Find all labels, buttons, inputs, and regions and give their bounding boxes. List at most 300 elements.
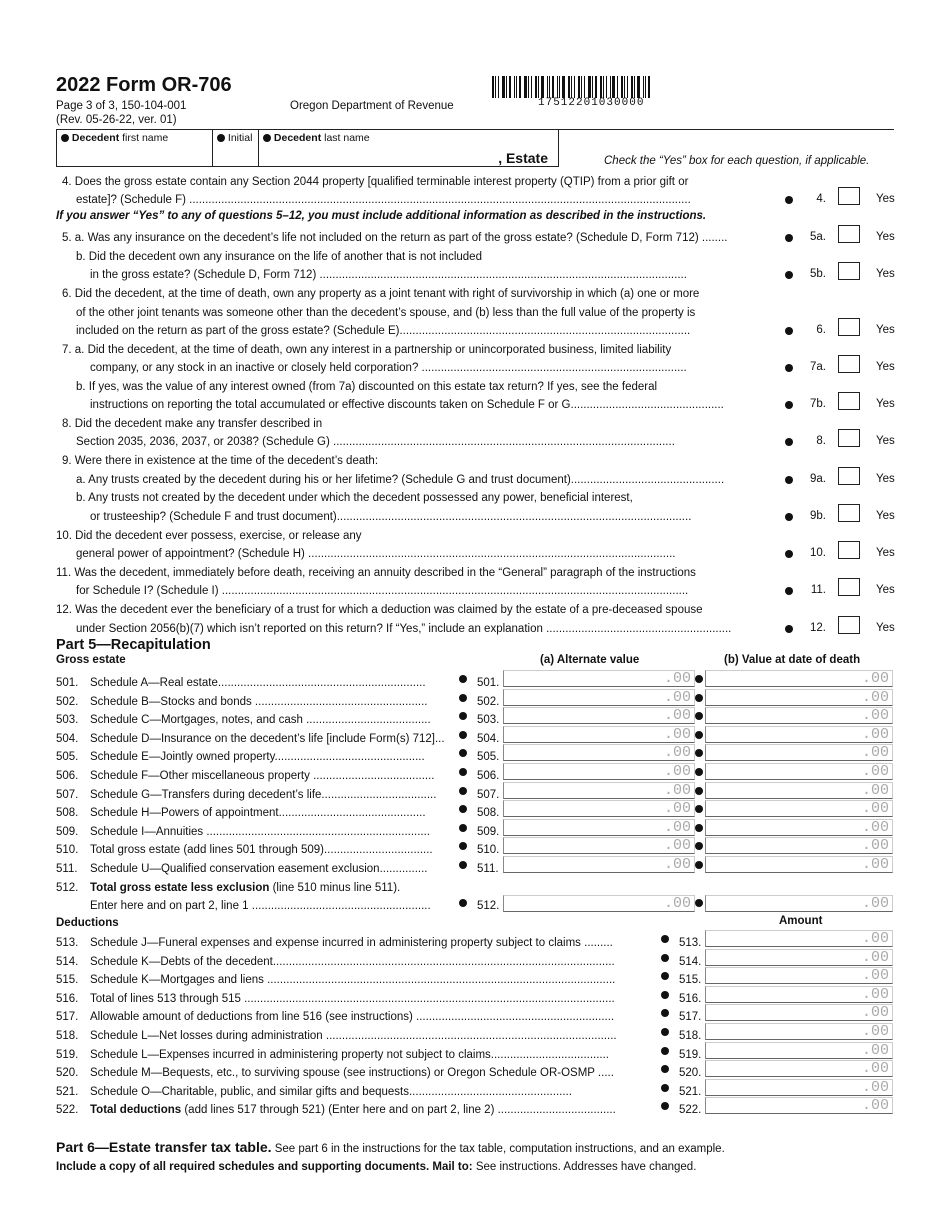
deduction-amount-field[interactable] bbox=[705, 1004, 893, 1021]
cents-placeholder: .00 bbox=[861, 1060, 889, 1078]
barcode-bar bbox=[524, 76, 527, 98]
barcode-bar bbox=[612, 76, 615, 98]
line-ref: 504. bbox=[477, 732, 500, 745]
question-text: for Schedule I? (Schedule I) .................................................................................................................................................. bbox=[76, 585, 689, 597]
line-number: 521. bbox=[56, 1085, 79, 1098]
required-dot-icon bbox=[695, 805, 703, 813]
line-number: 505. bbox=[56, 751, 79, 764]
line-number: 501. bbox=[56, 677, 79, 689]
required-dot-icon bbox=[785, 513, 793, 521]
first-name-label-bold: Decedent bbox=[71, 132, 120, 144]
line-ref: 519. bbox=[679, 1048, 702, 1061]
line-label: Schedule M—Bequests, etc., to surviving spouse (see instructions) or Oregon Schedule OR-OSMP ..... bbox=[90, 1067, 614, 1080]
initial-field[interactable] bbox=[213, 130, 259, 166]
barcode-bar bbox=[584, 76, 585, 98]
question-number: 9a. bbox=[810, 473, 826, 485]
yes-checkbox[interactable] bbox=[838, 187, 860, 205]
yes-label: Yes bbox=[876, 231, 895, 243]
barcode-bar bbox=[495, 76, 496, 98]
barcode-bar bbox=[624, 76, 625, 98]
yes-checkbox[interactable] bbox=[838, 616, 860, 634]
barcode-bar bbox=[643, 76, 644, 98]
alternate-value-field[interactable] bbox=[503, 763, 695, 780]
required-dot-icon bbox=[695, 712, 703, 720]
question-text: 10. Did the decedent ever possess, exercise, or release any bbox=[56, 530, 362, 542]
required-dot-icon bbox=[459, 861, 467, 869]
yes-checkbox[interactable] bbox=[838, 392, 860, 410]
question-text: 11. Was the decedent, immediately before death, receiving an annuity described in the “General” paragraph of the instructions bbox=[56, 567, 696, 579]
line-label: Schedule E—Jointly owned property............................................... bbox=[90, 751, 425, 764]
required-dot-icon bbox=[785, 271, 793, 279]
required-dot-icon bbox=[785, 234, 793, 242]
first-name-label: first name bbox=[122, 132, 169, 144]
yes-checkbox[interactable] bbox=[838, 429, 860, 447]
line-ref: 521. bbox=[679, 1085, 702, 1098]
question-text: under Section 2056(b)(7) which isn’t reported on this return? If “Yes,” include an explanation .......................................................... bbox=[76, 623, 732, 635]
yes-label: Yes bbox=[876, 361, 895, 373]
question-text: of the other joint tenants was someone other than the decedent’s spouse, and (b) less than the full value of the property is bbox=[76, 307, 696, 319]
deduction-amount-field[interactable] bbox=[705, 1060, 893, 1077]
barcode-bar bbox=[506, 76, 507, 98]
required-dot-icon bbox=[459, 694, 467, 702]
line-512-label bbox=[90, 882, 400, 894]
yes-checkbox[interactable] bbox=[838, 467, 860, 485]
question-text: included on the return as part of the gross estate? (Schedule E)........................................................................................... bbox=[76, 325, 691, 337]
barcode-bar bbox=[535, 76, 537, 98]
required-dot-icon bbox=[459, 805, 467, 813]
question-text: instructions on reporting the total accumulated or effective discounts taken on Schedule F or G................................................ bbox=[90, 399, 724, 411]
barcode-bar bbox=[552, 76, 554, 98]
barcode-bar bbox=[595, 76, 597, 98]
barcode-bar bbox=[568, 76, 570, 98]
cents-placeholder: .00 bbox=[663, 856, 691, 873]
alternate-value-field[interactable] bbox=[503, 670, 695, 687]
line-512-label-rest: (line 510 minus line 511). bbox=[272, 882, 401, 894]
barcode-bar bbox=[562, 76, 565, 98]
line-512-alternate-value[interactable] bbox=[503, 895, 695, 912]
column-a-heading: (a) Alternate value bbox=[540, 654, 640, 666]
required-dot-icon bbox=[695, 842, 703, 850]
question-text: estate]? (Schedule F) ............................................................................................................................................................. bbox=[76, 194, 691, 206]
deduction-amount-field[interactable] bbox=[705, 1023, 893, 1040]
deductions-heading: Deductions bbox=[56, 917, 119, 929]
required-dot-icon bbox=[785, 625, 793, 633]
yes-label: Yes bbox=[876, 473, 895, 485]
line-ref: 509. bbox=[477, 825, 500, 838]
required-dot-icon bbox=[459, 787, 467, 795]
revision-line: (Rev. 05-26-22, ver. 01) bbox=[56, 114, 177, 126]
required-dot-icon bbox=[695, 694, 703, 702]
line-ref: 503. bbox=[477, 714, 500, 727]
barcode-bar bbox=[610, 76, 611, 98]
question-number: 5b. bbox=[810, 268, 826, 280]
cents-placeholder: .00 bbox=[861, 818, 889, 836]
deduction-amount-field[interactable] bbox=[705, 930, 893, 947]
cents-placeholder: .00 bbox=[861, 1004, 889, 1022]
check-instruction: Check the “Yes” box for each question, if applicable. bbox=[604, 155, 870, 167]
yes-label: Yes bbox=[876, 268, 895, 280]
date-of-death-value-field[interactable] bbox=[705, 707, 893, 724]
instruction-note: If you answer “Yes” to any of questions 5–12, you must include additional information as described in the instructions. bbox=[56, 210, 707, 222]
required-dot-icon bbox=[459, 712, 467, 720]
required-dot-icon bbox=[459, 731, 467, 739]
line-label: Schedule U—Qualified conservation easement exclusion............... bbox=[90, 863, 428, 875]
cents-placeholder: .00 bbox=[861, 856, 889, 873]
line-ref: 516. bbox=[679, 992, 702, 1005]
last-name-label: last name bbox=[324, 132, 370, 144]
barcode-bar bbox=[571, 76, 572, 98]
question-text: 9. Were there in existence at the time of the decedent’s death: bbox=[62, 455, 379, 467]
date-of-death-value-field[interactable] bbox=[705, 819, 893, 836]
required-dot-icon bbox=[459, 899, 467, 907]
yes-label: Yes bbox=[876, 510, 895, 522]
initial-label: Initial bbox=[227, 132, 253, 144]
barcode-bar bbox=[541, 76, 544, 98]
barcode-bar bbox=[617, 76, 618, 98]
date-of-death-value-field[interactable] bbox=[705, 670, 893, 687]
line-ref: 513. bbox=[679, 937, 702, 949]
part6-text: See part 6 in the instructions for the tax table, computation instructions, and an example. bbox=[274, 1143, 725, 1155]
line-number: 504. bbox=[56, 732, 79, 745]
first-name-field[interactable] bbox=[57, 130, 213, 166]
alternate-value-field[interactable] bbox=[503, 856, 695, 873]
barcode-bar bbox=[514, 76, 515, 98]
gross-estate-heading: Gross estate bbox=[56, 654, 126, 666]
required-dot-icon bbox=[459, 824, 467, 832]
required-dot-icon bbox=[661, 1028, 669, 1036]
alternate-value-field[interactable] bbox=[503, 689, 695, 706]
cents-placeholder: .00 bbox=[663, 895, 691, 912]
required-dot-icon bbox=[785, 587, 793, 595]
line-label: Allowable amount of deductions from line 516 (see instructions) .............................................................. bbox=[90, 1011, 615, 1024]
cents-placeholder: .00 bbox=[861, 744, 889, 762]
required-dot-icon bbox=[661, 1084, 669, 1092]
cents-placeholder: .00 bbox=[663, 670, 691, 687]
cents-placeholder: .00 bbox=[861, 837, 889, 855]
barcode-number: 17512201030000 bbox=[538, 97, 645, 109]
question-number: 7b. bbox=[810, 398, 826, 410]
yes-checkbox[interactable] bbox=[838, 504, 860, 522]
cents-placeholder: .00 bbox=[663, 688, 691, 706]
required-dot-icon bbox=[785, 550, 793, 558]
cents-placeholder: .00 bbox=[861, 1023, 889, 1040]
barcode-bar bbox=[606, 76, 607, 98]
question-number: 9b. bbox=[810, 510, 826, 522]
line-label: Schedule J—Funeral expenses and expense incurred in administering property subject to claims ......... bbox=[90, 937, 613, 949]
required-dot-icon bbox=[661, 935, 669, 943]
yes-checkbox[interactable] bbox=[838, 225, 860, 243]
barcode-bar bbox=[578, 76, 580, 98]
barcode-bar bbox=[528, 76, 529, 98]
question-number: 5a. bbox=[810, 231, 826, 243]
required-dot-icon bbox=[695, 861, 703, 869]
cents-placeholder: .00 bbox=[663, 725, 691, 743]
date-of-death-value-field[interactable] bbox=[705, 837, 893, 854]
required-dot-icon bbox=[695, 787, 703, 795]
required-dot-icon bbox=[459, 749, 467, 757]
barcode-bar bbox=[547, 76, 548, 98]
required-dot-icon bbox=[695, 731, 703, 739]
line-number: 519. bbox=[56, 1048, 79, 1061]
date-of-death-value-field[interactable] bbox=[705, 689, 893, 706]
required-dot-icon bbox=[695, 899, 703, 907]
barcode-bar bbox=[538, 76, 539, 98]
line-label-rest: (add lines 517 through 521) (Enter here and on part 2, line 2) ..................................... bbox=[184, 1104, 616, 1117]
barcode-bar bbox=[574, 76, 575, 98]
column-b-heading: (b) Value at date of death bbox=[724, 654, 861, 666]
barcode-bar bbox=[637, 76, 640, 98]
line-ref: 511. bbox=[477, 863, 499, 875]
line-number: 511. bbox=[56, 863, 78, 875]
cents-placeholder: .00 bbox=[861, 763, 889, 780]
part5-title: Part 5—Recapitulation bbox=[56, 637, 211, 653]
question-text: 4. Does the gross estate contain any Section 2044 property [qualified terminable interest property (QTIP) from a prior gift or bbox=[62, 176, 689, 188]
required-dot-icon bbox=[785, 401, 793, 409]
cents-placeholder: .00 bbox=[861, 670, 889, 687]
cents-placeholder: .00 bbox=[663, 763, 691, 780]
line-label: Schedule G—Transfers during decedent’s life.................................... bbox=[90, 788, 437, 801]
alternate-value-field[interactable] bbox=[503, 782, 695, 799]
part6-title: Part 6—Estate transfer tax table. bbox=[56, 1139, 272, 1155]
yes-label: Yes bbox=[876, 398, 895, 410]
cents-placeholder: .00 bbox=[861, 688, 889, 706]
alternate-value-field[interactable] bbox=[503, 707, 695, 724]
header-rule bbox=[559, 129, 894, 130]
line-number: 520. bbox=[56, 1067, 79, 1080]
mailing-note bbox=[56, 1161, 696, 1173]
barcode-bar bbox=[603, 76, 604, 98]
cents-placeholder: .00 bbox=[663, 744, 691, 762]
page-line: Page 3 of 3, 150-104-001 bbox=[56, 100, 187, 112]
yes-label: Yes bbox=[876, 547, 895, 559]
mailing-note-bold: Include a copy of all required schedules and supporting documents. Mail to: bbox=[56, 1161, 473, 1173]
barcode-bar bbox=[559, 76, 560, 98]
line-label: Schedule B—Stocks and bonds ...................................................... bbox=[90, 695, 428, 708]
line-512-date-of-death-value[interactable] bbox=[705, 895, 893, 912]
question-text: b. If yes, was the value of any interest owned (from 7a) discounted on this estate tax return? If yes, see the federal bbox=[76, 381, 658, 393]
required-dot-icon bbox=[695, 675, 703, 683]
line-label: Schedule K—Mortgages and liens ............................................................................................................. bbox=[90, 974, 616, 987]
required-dot-icon bbox=[695, 768, 703, 776]
yes-checkbox[interactable] bbox=[838, 578, 860, 596]
line-512-label-bold: Total gross estate less exclusion bbox=[90, 882, 270, 894]
line-ref: 522. bbox=[679, 1104, 702, 1117]
question-text: 7. a. Did the decedent, at the time of death, own any interest in a partnership or unincorporated business, limited liability bbox=[62, 344, 672, 356]
yes-checkbox[interactable] bbox=[838, 262, 860, 280]
alternate-value-field[interactable] bbox=[503, 837, 695, 854]
barcode-bar bbox=[645, 76, 646, 98]
cents-placeholder: .00 bbox=[861, 1078, 889, 1096]
line-ref: 515. bbox=[679, 974, 702, 987]
question-text: or trusteeship? (Schedule F and trust document)............................................................................................................... bbox=[90, 511, 692, 523]
line-ref: 510. bbox=[477, 844, 500, 857]
required-dot-icon bbox=[695, 749, 703, 757]
line-512-label-2: Enter here and on part 2, line 1 ........................................................ bbox=[90, 900, 431, 912]
question-text: 5. a. Was any insurance on the decedent’s life not included on the return as part of the gross estate? (Schedule D, Form 712) ........ bbox=[62, 232, 728, 244]
alternate-value-field[interactable] bbox=[503, 800, 695, 817]
line-label bbox=[90, 1104, 658, 1116]
barcode-bar bbox=[621, 76, 623, 98]
barcode-bar bbox=[498, 76, 499, 98]
question-number: 12. bbox=[810, 622, 826, 634]
cents-placeholder: .00 bbox=[861, 895, 889, 912]
barcode-bar bbox=[631, 76, 633, 98]
form-title: 2022 Form OR-706 bbox=[56, 74, 232, 96]
line-ref: 517. bbox=[679, 1011, 702, 1024]
line-number: 509. bbox=[56, 825, 79, 838]
line-label: Schedule H—Powers of appointment.............................................. bbox=[90, 807, 426, 820]
date-of-death-value-field[interactable] bbox=[705, 782, 893, 799]
barcode-bar bbox=[519, 76, 521, 98]
barcode-bar bbox=[557, 76, 558, 98]
question-text: company, or any stock in an inactive or closely held corporation? ................................................................................... bbox=[90, 362, 687, 374]
line-number: 506. bbox=[56, 770, 79, 782]
line-label: Schedule C—Mortgages, notes, and cash ....................................... bbox=[90, 714, 431, 727]
line-label: Total gross estate (add lines 501 through 509).................................. bbox=[90, 844, 433, 857]
barcode-bar bbox=[600, 76, 602, 98]
part6-line bbox=[56, 1139, 725, 1155]
barcode-bar bbox=[516, 76, 517, 98]
agency-name: Oregon Department of Revenue bbox=[290, 100, 454, 112]
yes-label: Yes bbox=[876, 193, 895, 205]
deduction-amount-field[interactable] bbox=[705, 949, 893, 966]
cents-placeholder: .00 bbox=[663, 707, 691, 725]
barcode bbox=[492, 76, 704, 98]
barcode-bar bbox=[502, 76, 505, 98]
cents-placeholder: .00 bbox=[663, 818, 691, 836]
line-ref: 508. bbox=[477, 807, 500, 820]
cents-placeholder: .00 bbox=[861, 948, 889, 966]
last-name-field[interactable] bbox=[259, 130, 558, 166]
deduction-amount-field[interactable] bbox=[705, 986, 893, 1003]
required-dot-icon bbox=[695, 824, 703, 832]
date-of-death-value-field[interactable] bbox=[705, 800, 893, 817]
cents-placeholder: .00 bbox=[861, 1041, 889, 1059]
line-ref: 507. bbox=[477, 788, 500, 801]
cents-placeholder: .00 bbox=[861, 800, 889, 818]
yes-label: Yes bbox=[876, 324, 895, 336]
date-of-death-value-field[interactable] bbox=[705, 856, 893, 873]
line-512-number: 512. bbox=[56, 882, 79, 894]
cents-placeholder: .00 bbox=[663, 781, 691, 799]
question-text: general power of appointment? (Schedule H) ................................................................................................................... bbox=[76, 548, 676, 560]
barcode-bar bbox=[531, 76, 532, 98]
line-ref: 520. bbox=[679, 1067, 702, 1080]
required-dot-icon bbox=[661, 1065, 669, 1073]
cents-placeholder: .00 bbox=[861, 781, 889, 799]
required-dot-icon bbox=[785, 196, 793, 204]
yes-checkbox[interactable] bbox=[838, 355, 860, 373]
barcode-bar bbox=[549, 76, 550, 98]
mailing-note-rest: See instructions. Addresses have changed. bbox=[475, 1161, 697, 1173]
date-of-death-value-field[interactable] bbox=[705, 726, 893, 743]
required-dot-icon bbox=[661, 1009, 669, 1017]
yes-checkbox[interactable] bbox=[838, 541, 860, 559]
line-label: Schedule K—Debts of the decedent........................................................................................................... bbox=[90, 955, 615, 968]
required-dot-icon bbox=[263, 134, 271, 142]
line-number: 514. bbox=[56, 955, 79, 968]
yes-label: Yes bbox=[876, 622, 895, 634]
barcode-bar bbox=[492, 76, 494, 98]
question-number: 6. bbox=[816, 324, 826, 336]
cents-placeholder: .00 bbox=[663, 800, 691, 818]
question-number: 4. bbox=[816, 193, 826, 205]
barcode-bar bbox=[648, 76, 650, 98]
cents-placeholder: .00 bbox=[861, 725, 889, 743]
line-label: Schedule L—Net losses during administration ........................................................................................... bbox=[90, 1030, 617, 1042]
question-text: 12. Was the decedent ever the beneficiary of a trust for which a deduction was claimed by the estate of a pre-deceased spouse bbox=[56, 604, 703, 616]
line-number: 510. bbox=[56, 844, 79, 857]
required-dot-icon bbox=[459, 842, 467, 850]
required-dot-icon bbox=[785, 476, 793, 484]
deduction-amount-field[interactable] bbox=[705, 1097, 893, 1114]
barcode-bar bbox=[627, 76, 628, 98]
required-dot-icon bbox=[661, 972, 669, 980]
line-ref: 518. bbox=[679, 1030, 702, 1042]
cents-placeholder: .00 bbox=[861, 967, 889, 985]
line-512-ref: 512. bbox=[477, 900, 500, 912]
barcode-bar bbox=[581, 76, 582, 98]
required-dot-icon bbox=[785, 327, 793, 335]
line-number: 518. bbox=[56, 1030, 79, 1042]
barcode-bar bbox=[588, 76, 591, 98]
alternate-value-field[interactable] bbox=[503, 819, 695, 836]
line-ref: 501. bbox=[477, 677, 500, 689]
cents-placeholder: .00 bbox=[861, 707, 889, 725]
last-name-label-bold: Decedent bbox=[273, 132, 322, 144]
line-label: Schedule I—Annuities ...................................................................... bbox=[90, 825, 431, 838]
required-dot-icon bbox=[661, 1047, 669, 1055]
deduction-amount-field[interactable] bbox=[705, 1079, 893, 1096]
cents-placeholder: .00 bbox=[861, 930, 889, 947]
cents-placeholder: .00 bbox=[663, 837, 691, 855]
required-dot-icon bbox=[217, 134, 225, 142]
line-ref: 502. bbox=[477, 695, 500, 708]
amount-heading: Amount bbox=[779, 915, 823, 927]
yes-checkbox[interactable] bbox=[838, 318, 860, 336]
line-label: Schedule A—Real estate................................................................. bbox=[90, 677, 426, 689]
decedent-name-box bbox=[56, 129, 559, 167]
cents-placeholder: .00 bbox=[861, 1097, 889, 1115]
deduction-amount-field[interactable] bbox=[705, 967, 893, 984]
line-number: 508. bbox=[56, 807, 79, 820]
question-text: b. Any trusts not created by the decedent under which the decedent possessed any power, beneficial interest, bbox=[76, 492, 633, 504]
required-dot-icon bbox=[661, 1102, 669, 1110]
cents-placeholder: .00 bbox=[861, 985, 889, 1003]
line-ref: 506. bbox=[477, 770, 500, 782]
line-ref: 514. bbox=[679, 955, 702, 968]
question-text: 6. Did the decedent, at the time of death, own any property as a joint tenant with right of survivorship in which (a) one or more bbox=[62, 288, 700, 300]
alternate-value-field[interactable] bbox=[503, 744, 695, 761]
line-label-bold: Total deductions bbox=[90, 1104, 185, 1117]
required-dot-icon bbox=[785, 364, 793, 372]
question-number: 10. bbox=[810, 547, 826, 559]
barcode-bar bbox=[592, 76, 593, 98]
line-label: Schedule F—Other miscellaneous property ...................................... bbox=[90, 770, 435, 782]
line-number: 522. bbox=[56, 1104, 79, 1117]
line-number: 517. bbox=[56, 1011, 79, 1024]
deduction-amount-field[interactable] bbox=[705, 1042, 893, 1059]
line-label: Total of lines 513 through 515 .................................................................................................................... bbox=[90, 992, 615, 1005]
date-of-death-value-field[interactable] bbox=[705, 763, 893, 780]
required-dot-icon bbox=[785, 438, 793, 446]
alternate-value-field[interactable] bbox=[503, 726, 695, 743]
line-label: Schedule L—Expenses incurred in administering property not subject to claims..................................... bbox=[90, 1048, 610, 1061]
line-number: 515. bbox=[56, 974, 79, 987]
date-of-death-value-field[interactable] bbox=[705, 744, 893, 761]
estate-suffix: , Estate bbox=[498, 150, 548, 166]
line-number: 502. bbox=[56, 695, 79, 708]
